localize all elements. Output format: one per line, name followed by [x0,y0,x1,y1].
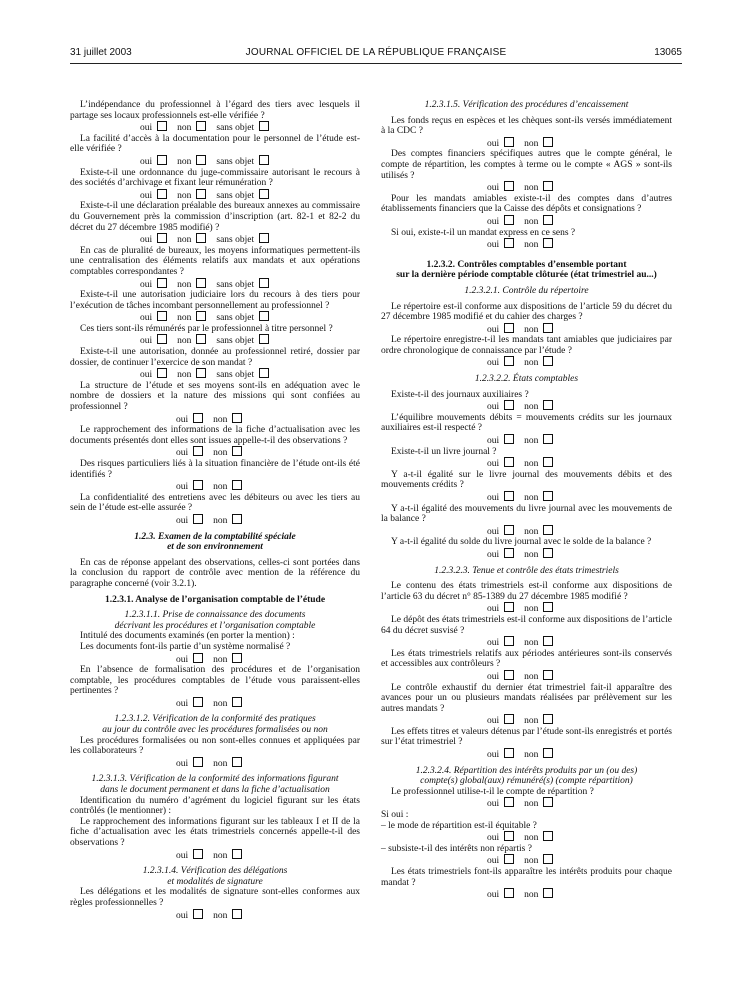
section-heading-cont: et de son environnement [167,542,263,553]
section-heading: 1.2.3.2. Contrôles comptables d’ensemble portant [426,259,627,270]
section-heading-cont: sur la dernière période comptable clôturée (état trimestriel au...) [396,270,657,281]
question: Si oui, existe-t-il un mandat express en ce sens ? [391,227,576,238]
checkbox-non[interactable] [196,189,206,199]
question: L’équilibre mouvements débits = mouvements crédits sur les journaux auxiliaires est-il respecté ? [381,412,672,434]
checkbox-sans-objet[interactable] [259,278,269,288]
answer-row: oui non [176,697,360,710]
checkbox-non[interactable] [543,548,553,558]
subsection-heading: 1.2.3.2.2. États comptables [474,374,579,385]
checkbox-oui[interactable] [193,446,203,456]
question: Le dépôt des états trimestriels est-il conforme aux dispositions de l’article 64 du décret susvisé ? [381,614,672,636]
answer-row: oui non [176,446,360,459]
answer-row: oui non [487,356,672,369]
question: Y a-t-il égalité du solde du livre journal avec le solde de la balance ? [391,537,652,548]
checkbox-oui[interactable] [157,155,167,165]
question: Le professionnel utilise-t-il le compte de répartition ? [391,786,594,797]
page-header [70,47,682,61]
question: Existe-t-il des journaux auxiliaires ? [391,389,529,400]
checkbox-oui[interactable] [504,714,514,724]
checkbox-oui[interactable] [504,400,514,410]
question: Des risques particuliers liés à la situation financière de l’étude ont-ils été identifiés ? [70,459,360,480]
question: En cas de pluralité de bureaux, les moyens informatiques permettent-ils une centralisation des éléments relatifs aux mandats et aux opérations comptables correspondantes ? [70,245,360,277]
checkbox-oui[interactable] [504,457,514,467]
page-number: 13065 [654,47,682,58]
question: – subsiste-t-il des intérêts non répartis ? [381,843,532,854]
subsection-heading: 1.2.3.1.2. Vérification de la conformité des pratiques [114,714,316,725]
question: Les délégations et les modalités de signature sont-elles conformes aux règles professionnelles ? [70,887,360,908]
subsection-heading-cont: décrivant les procédures et l’organisation comptable [114,620,316,631]
checkbox-oui[interactable] [504,888,514,898]
answer-row: oui non [487,888,672,901]
checkbox-non[interactable] [543,831,553,841]
answer-row: oui non sans objet [140,311,360,324]
checkbox-oui[interactable] [157,121,167,131]
checkbox-sans-objet[interactable] [259,311,269,321]
checkbox-sans-objet[interactable] [259,334,269,344]
checkbox-non[interactable] [543,434,553,444]
answer-row: oui non sans objet [140,189,360,202]
checkbox-oui[interactable] [504,831,514,841]
checkbox-oui[interactable] [193,413,203,423]
answer-row: oui non [176,849,360,862]
checkbox-oui[interactable] [504,323,514,333]
checkbox-oui[interactable] [193,909,203,919]
question: Les effets titres et valeurs détenus par l’étude sont-ils enregistrés et portés sur l’état trimestriel ? [381,726,672,748]
checkbox-non[interactable] [543,400,553,410]
checkbox-oui[interactable] [193,697,203,707]
checkbox-non[interactable] [232,514,242,524]
checkbox-oui[interactable] [157,233,167,243]
answer-row: oui non sans objet [140,155,360,168]
checkbox-oui[interactable] [504,238,514,248]
answer-row: oui non [487,434,672,447]
checkbox-non[interactable] [232,653,242,663]
question: La structure de l’étude et ses moyens sont-ils en adéquation avec le nombre de dossiers et la nature des missions qui sont confiées au professionnel ? [70,380,360,413]
answer-row: oui non [176,909,360,922]
answer-row: oui non [487,238,672,251]
subsection-heading: 1.2.3.2.1. Contrôle du répertoire [464,285,589,296]
answer-row: oui non [176,653,360,666]
checkbox-non[interactable] [543,714,553,724]
paragraph: Si oui : [381,810,409,821]
checkbox-non[interactable] [543,137,553,147]
question: Des comptes financiers spécifiques autres que le compte général, le compte de répartition, les comptes à terme ou le compte « AGS » sont-ils utilisés ? [381,149,672,181]
answer-row: oui non sans objet [140,368,360,381]
answer-row: oui non [487,636,672,649]
journal-title: JOURNAL OFFICIEL DE LA RÉPUBLIQUE FRANÇAISE [245,47,507,58]
left-column [70,100,360,921]
answer-row: oui non sans objet [140,334,360,347]
checkbox-non[interactable] [196,278,206,288]
subsection-heading: 1.2.3.1.3. Vérification de la conformité des informations figurant [91,774,339,785]
subsection-heading-cont: dans le document permanent et dans la fiche d’actualisation [100,785,330,796]
checkbox-sans-objet[interactable] [259,189,269,199]
checkbox-non[interactable] [232,480,242,490]
checkbox-oui[interactable] [193,480,203,490]
checkbox-non[interactable] [232,413,242,423]
paragraph: Identification du numéro d’agrément du logiciel figurant sur les états contrôlés (le mentionner) : [70,795,360,817]
checkbox-oui[interactable] [504,636,514,646]
checkbox-sans-objet[interactable] [259,368,269,378]
answer-row: oui non sans objet [140,278,360,291]
answer-row: oui non [487,831,672,844]
checkbox-oui[interactable] [504,434,514,444]
checkbox-oui[interactable] [504,525,514,535]
checkbox-non[interactable] [196,334,206,344]
checkbox-oui[interactable] [157,311,167,321]
checkbox-non[interactable] [543,854,553,864]
checkbox-sans-objet[interactable] [259,155,269,165]
question: Les états trimestriels font-ils apparaître les intérêts produits pour chaque mandat ? [381,867,672,888]
answer-row: oui non [487,215,672,228]
question: Y a-t-il égalité sur le livre journal des mouvements débits et des mouvements crédits ? [381,469,672,491]
checkbox-non[interactable] [543,748,553,758]
subsection-heading-cont: compte(s) global(aux) rémunéré(s) (compte répartition) [420,776,633,787]
checkbox-oui[interactable] [157,368,167,378]
checkbox-oui[interactable] [193,514,203,524]
checkbox-non[interactable] [196,155,206,165]
answer-row: oui non [176,514,360,527]
answer-row: oui non [487,748,672,761]
paragraph: En cas de réponse appelant des observations, celles-ci sont portées dans la conclusion du rapport de contrôle avec mention de la référence du paragraphe concerné (voir 3.2.1). [70,557,360,589]
checkbox-non[interactable] [543,670,553,680]
question: Existe-t-il une déclaration préalable des bureaux annexes au commissaire du Gouvernement près la commission d’inscription (art. 82-1 et 82-2 du décret du 27 décembre 1985 modifié) ? [70,201,360,233]
answer-row: oui non [176,757,360,770]
question: Les fonds reçus en espèces et les chèques sont-ils versés immédiatement à la CDC ? [381,115,672,137]
checkbox-sans-objet[interactable] [259,233,269,243]
header-rule [70,63,682,64]
checkbox-oui[interactable] [157,278,167,288]
answer-row: oui non [487,602,672,615]
answer-row: oui non [487,525,672,538]
checkbox-non[interactable] [232,697,242,707]
subsection-heading-cont: au jour du contrôle avec les procédures formalisées ou non [102,725,328,736]
question: L’indépendance du professionnel à l’égard des tiers avec lesquels il partage ses locaux professionnels est-elle vérifiée ? [70,100,360,121]
checkbox-oui[interactable] [504,670,514,680]
answer-row: oui non [487,323,672,336]
checkbox-oui[interactable] [504,356,514,366]
question: Existe-t-il une autorisation judiciaire lors du recours à des tiers pour l’exécution de tâches incombant personnellement au professionnel ? [70,290,360,311]
checkbox-oui[interactable] [193,653,203,663]
checkbox-non[interactable] [543,457,553,467]
question: Les documents font-ils partie d’un système normalisé ? [80,641,291,652]
checkbox-non[interactable] [543,888,553,898]
paragraph: Intitulé des documents examinés (en porter la mention) : [80,631,295,642]
checkbox-oui[interactable] [504,548,514,558]
checkbox-non[interactable] [196,311,206,321]
checkbox-non[interactable] [232,757,242,767]
subsection-heading-cont: et modalités de signature [167,876,263,887]
question: En l’absence de formalisation des procédures et de l’organisation comptable, les procédures comptables de l’étude vous paraissent-elles pertinentes ? [70,665,360,697]
checkbox-oui[interactable] [504,181,514,191]
answer-row: oui non [176,480,360,493]
question: Les procédures formalisées ou non sont-elles connues et appliquées par les collaborateurs ? [70,735,360,757]
answer-row: oui non [487,400,672,413]
checkbox-oui[interactable] [504,748,514,758]
question: – le mode de répartition est-il équitable ? [381,820,537,831]
checkbox-non[interactable] [543,323,553,333]
checkbox-oui[interactable] [157,334,167,344]
header-date: 31 juillet 2003 [70,47,132,58]
answer-row: oui non [487,491,672,504]
question: Existe-t-il un livre journal ? [391,446,497,457]
question: La confidentialité des entretiens avec les débiteurs ou avec les tiers au sein de l’étude est-elle assurée ? [70,492,360,514]
answer-row: oui non [487,548,672,561]
answer-row: oui non [487,714,672,727]
checkbox-non[interactable] [543,356,553,366]
question: Existe-t-il une autorisation, donnée au professionnel retiré, dossier par dossier, de continuer l’exercice de son mandat ? [70,347,360,368]
question: Ces tiers sont-ils rémunérés par le professionnel à titre personnel ? [80,323,333,334]
subsection-heading: 1.2.3.2.3. Tenue et contrôle des états trimestriels [434,565,619,576]
question: Les états trimestriels relatifs aux périodes antérieures sont-ils conservés et accessibles aux contrôleurs ? [381,648,672,670]
question: Le contenu des états trimestriels est-il conforme aux dispositions de l’article 63 du décret n° 85-1389 du 27 décembre 1985 modifié ? [381,581,672,602]
answer-row: oui non [487,137,672,150]
checkbox-non[interactable] [543,491,553,501]
question: Le répertoire enregistre-t-il les mandats tant amiables que judiciaires par ordre chronologique de connaissance par l’étude ? [381,335,672,356]
question: Existe-t-il une ordonnance du juge-commissaire autorisant le recours à des sociétés d’archivage et fixant leur rémunération ? [70,167,360,189]
subsection-heading: 1.2.3.1.1. Prise de connaissance des documents [124,610,306,621]
checkbox-oui[interactable] [504,491,514,501]
checkbox-non[interactable] [232,446,242,456]
answer-row: oui non [487,670,672,683]
checkbox-non[interactable] [543,636,553,646]
section-heading: 1.2.3. Examen de la comptabilité spéciale [134,531,296,542]
checkbox-non[interactable] [232,849,242,859]
checkbox-oui[interactable] [504,602,514,612]
checkbox-oui[interactable] [193,757,203,767]
checkbox-non[interactable] [543,181,553,191]
subsection-heading: 1.2.3.1.4. Vérification des délégations [142,866,288,877]
checkbox-non[interactable] [543,238,553,248]
answer-row: oui non [487,854,672,867]
subsection-heading: 1.2.3.1.5. Vérification des procédures d’encaissement [424,100,629,110]
answer-row: oui non [487,797,672,810]
checkbox-oui[interactable] [504,797,514,807]
question: Y a-t-il égalité des mouvements du livre journal avec les mouvements de la balance ? [381,503,672,525]
question: Le contrôle exhaustif du dernier état trimestriel fait-il apparaître des avances pour un ou plusieurs mandats réalisées par prélèvement sur les autres mandats ? [381,682,672,714]
answer-row: oui non [487,181,672,194]
checkbox-oui[interactable] [504,854,514,864]
answer-row: oui non sans objet [140,233,360,246]
checkbox-non[interactable] [196,121,206,131]
question: Le répertoire est-il conforme aux dispositions de l’article 59 du décret du 27 décembre 1985 modifié et du cahier des charges ? [381,301,672,323]
answer-row: oui non [176,413,360,426]
checkbox-oui[interactable] [193,849,203,859]
checkbox-non[interactable] [196,368,206,378]
question: Pour les mandats amiables existe-t-il des comptes dans d’autres établissements financiers que la Caisse des dépôts et consignations ? [381,193,672,215]
subsection-heading: 1.2.3.2.4. Répartition des intérêts produits par un (ou des) [415,765,638,776]
checkbox-non[interactable] [543,525,553,535]
checkbox-oui[interactable] [504,215,514,225]
question: Le rapprochement des informations figurant sur les tableaux I et II de la fiche d’actualisation avec les états trimestriels concernés appelle-t-il des observations ? [70,816,360,848]
question: La facilité d’accès à la documentation pour le personnel de l’étude est-elle vérifiée ? [70,133,360,155]
section-heading: 1.2.3.1. Analyse de l’organisation comptable de l’étude [104,594,326,605]
checkbox-non[interactable] [543,215,553,225]
checkbox-non[interactable] [196,233,206,243]
question: Le rapprochement des informations de la fiche d’actualisation avec les documents présentés dont elles sont issues appelle-t-il des observations ? [70,425,360,446]
checkbox-non[interactable] [543,797,553,807]
checkbox-oui[interactable] [504,137,514,147]
answer-row: oui non sans objet [140,121,360,134]
checkbox-non[interactable] [543,602,553,612]
right-column [381,100,672,901]
answer-row: oui non [487,457,672,470]
checkbox-sans-objet[interactable] [259,121,269,131]
checkbox-non[interactable] [232,909,242,919]
checkbox-oui[interactable] [157,189,167,199]
